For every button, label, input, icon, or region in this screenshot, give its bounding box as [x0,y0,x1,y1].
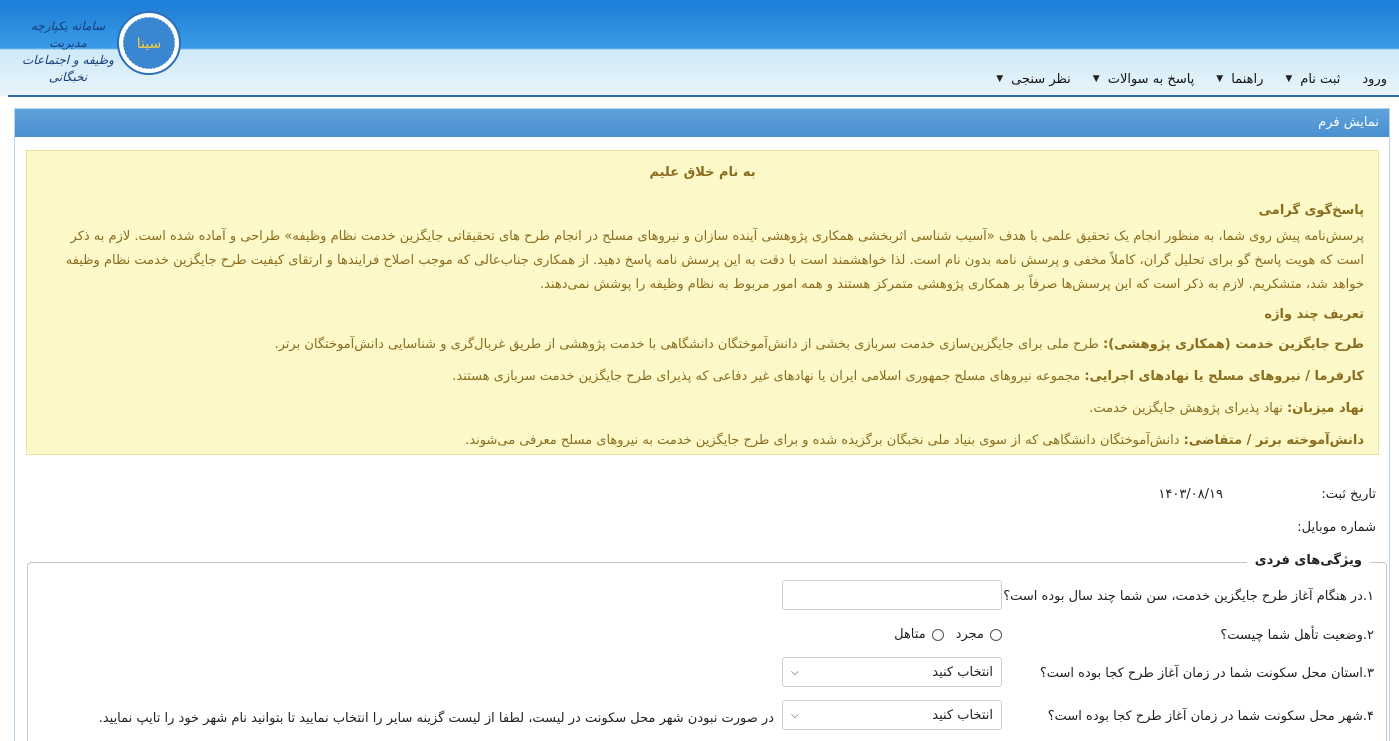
question-2-label: ۲.وضعیت تأهل شما چیست؟ [1220,628,1374,643]
caret-down-icon: ▼ [996,74,1004,84]
marital-status-group [882,627,1002,642]
definition-term: طرح جایگزین خدمت (همکاری پژوهشی): [1103,337,1364,352]
province-select[interactable] [782,657,1002,687]
nav-item-label: پاسخ به سوالات [1107,71,1195,87]
nav-item-register[interactable] [1285,72,1340,87]
fieldset-legend: ویژگی‌های فردی [1247,553,1370,568]
logo-seal-icon [116,10,182,76]
nav-divider [8,95,1399,97]
radio-married[interactable] [894,627,944,642]
intro-paragraph: پرسش‌نامه پیش روی شما، به منظور انجام یک تحقیق علمی با هدف «آسیب شناسی اثربخشی همکاری پژوهشی آینده سازان و نیروهای مسلح در انجام طرح های تحقیقاتی جایگزین خدمت نظام وظیفه» طراحی و آماده شده است. لازم به ذکر است که هویت پاسخ گو برای تحلیل گران، کاملاً مخفی و پرسش نامه بدون نام است. لذا خواهشمند است با دقت به این پرسش نامه پاسخ دهید. از همکاری جناب‌عالی که موجب اصلاح فرایندها و ارتقای کیفیت طرح جایگزین خدمت نظام وظیفه خواهد شد، متشکریم. لازم به ذکر است که این پرسش‌ها صرفاً بر همکاری پژوهشی متمرکز هستند و همه امور مربوط به نظام وظیفه را پوشش نمی‌دهند. [65,229,1364,292]
definition-item [41,333,1364,357]
question-1-label: ۱.در هنگام آغاز طرح جایگزین خدمت، سن شما چند سال بوده است؟ [1003,589,1374,604]
registration-date-value: ۱۴۰۳/۰۸/۱۹ [1158,487,1223,502]
panel-title: نمایش فرم [15,109,1389,137]
intro-heading: به نام خلاق علیم [649,165,756,180]
caret-down-icon: ▼ [1092,74,1100,84]
personal-features-fieldset [27,553,1387,741]
intro-box [26,150,1379,455]
chevron-down-icon: ⌵ [791,666,799,678]
select-value: انتخاب کنید [932,707,993,723]
logo-seal-text: سینا [136,36,162,52]
nav-item-label: راهنما [1231,71,1264,87]
definitions-title: تعریف چند واژه [1264,307,1364,322]
radio-label: مجرد [955,627,984,642]
header-band [0,6,1399,48]
age-input[interactable] [782,580,1002,610]
radio-circle-icon [932,629,944,641]
caret-down-icon: ▼ [1285,74,1293,84]
definition-text: نهاد پذیرای پژوهش جایگزین خدمت. [1089,401,1287,416]
definition-text: طرح ملی برای جایگزین‌سازی خدمت سربازی بخشی از دانش‌آموختگان دانشگاهی با خدمت پژوهشی از طریق غربال‌گری و شناسایی دانش‌آموختگان برتر. [274,337,1104,352]
nav-item-login[interactable] [1362,72,1387,87]
definition-term: دانش‌آموخته برتر / متقاضی: [1183,433,1364,448]
nav-item-label: نظر سنجی [1011,71,1071,87]
nav-item-answer-questions[interactable] [1093,72,1195,87]
definition-item [41,429,1364,453]
radio-single[interactable] [956,627,1002,642]
definition-text: دانش‌آموختگان دانشگاهی که از سوی بنیاد ملی نخبگان برگزیده شده و برای طرح جایگزین خدمت به نیروهای مسلح معرفی می‌شوند. [465,433,1184,448]
logo-text-line2: وظیفه و اجتماعات نخبگانی [22,53,114,84]
logo-text [22,18,114,84]
nav-item-label: ثبت نام [1300,71,1341,87]
logo[interactable] [22,8,184,84]
mobile-label: شماره موبایل: [1297,520,1376,535]
definition-text: مجموعه نیروهای مسلح جمهوری اسلامی ایران یا نهادهای غیر دفاعی که پذیرای طرح جایگزین خدمت سربازی هستند. [452,369,1085,384]
main-nav [974,68,1387,90]
logo-text-line1: سامانه یکپارچه مدیریت [30,19,106,50]
registration-date-label: تاریخ ثبت: [1321,487,1376,502]
city-select[interactable] [782,700,1002,730]
radio-circle-icon [990,629,1002,641]
city-hint: در صورت نبودن شهر محل سکونت در لیست، لطفا از لیست گزینه سایر را انتخاب نمایید تا بتوانید نام شهر خود را تایپ نمایید. [98,711,774,726]
select-value: انتخاب کنید [932,664,993,680]
definition-term: کارفرما / نیروهای مسلح یا نهادهای اجرایی: [1084,369,1364,384]
nav-item-survey[interactable] [996,72,1071,87]
caret-down-icon: ▼ [1216,74,1224,84]
nav-item-help[interactable] [1216,72,1263,87]
intro-greeting: پاسخ‌گوی گرامی [1258,203,1364,218]
definition-term: نهاد میزبان: [1286,401,1364,416]
nav-item-label: ورود [1362,71,1387,87]
chevron-down-icon: ⌵ [791,709,799,721]
definition-item [41,365,1364,389]
question-4-label: ۴.شهر محل سکونت شما در زمان آغاز طرح کجا بوده است؟ [1047,709,1374,724]
question-3-label: ۳.استان محل سکونت شما در زمان آغاز طرح کجا بوده است؟ [1039,666,1374,681]
radio-label: متاهل [894,627,926,642]
definition-item [41,397,1364,421]
